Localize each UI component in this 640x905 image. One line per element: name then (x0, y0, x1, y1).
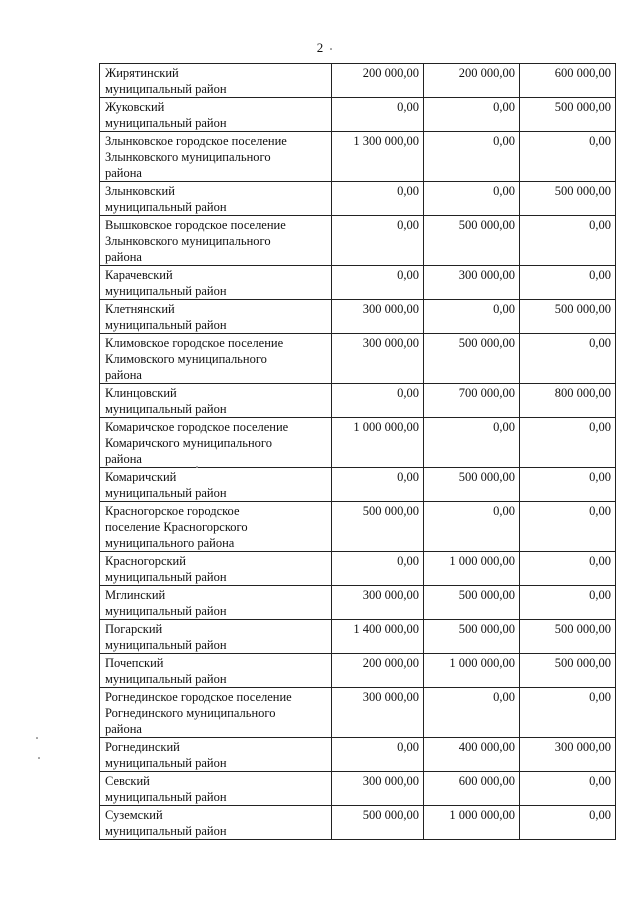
municipality-name-cell (100, 738, 332, 772)
municipality-name-line: Комаричское городское поселение (105, 420, 289, 434)
municipality-name-cell (100, 620, 332, 654)
amount-cell-3: 0,00 (520, 806, 616, 840)
table-row (100, 688, 616, 738)
municipality-name-cell (100, 468, 332, 502)
municipality-name-cell (100, 552, 332, 586)
amount-cell-2: 1 000 000,00 (424, 552, 520, 586)
amount-cell-2: 600 000,00 (424, 772, 520, 806)
municipality-name-line: Клинцовский (105, 386, 177, 400)
table-row (100, 64, 616, 98)
municipality-name-line: Рогнединский (105, 740, 180, 754)
table-row (100, 502, 616, 552)
amount-cell-1: 0,00 (332, 182, 424, 216)
table-row (100, 552, 616, 586)
table-row (100, 418, 616, 468)
amount-cell-1: 300 000,00 (332, 300, 424, 334)
amount-cell-3: 0,00 (520, 502, 616, 552)
municipality-name-line: Вышковское городское поселение (105, 218, 286, 232)
municipality-name-line: Погарский (105, 622, 163, 636)
municipality-name-cell (100, 688, 332, 738)
municipality-name-line: муниципальный район (105, 402, 227, 416)
municipality-name-line: района (105, 452, 142, 466)
amount-cell-2: 500 000,00 (424, 334, 520, 384)
municipality-name-line: Злынковского муниципального (105, 234, 271, 248)
amount-cell-1: 300 000,00 (332, 334, 424, 384)
amount-cell-1: 200 000,00 (332, 654, 424, 688)
amount-cell-3: 0,00 (520, 334, 616, 384)
amount-cell-2: 0,00 (424, 182, 520, 216)
amount-cell-1: 0,00 (332, 216, 424, 266)
amount-cell-3: 0,00 (520, 468, 616, 502)
municipality-name-line: муниципальный район (105, 672, 227, 686)
amount-cell-3: 300 000,00 (520, 738, 616, 772)
municipality-name-cell (100, 772, 332, 806)
municipality-name-cell (100, 182, 332, 216)
amount-cell-2: 300 000,00 (424, 266, 520, 300)
table-row (100, 216, 616, 266)
municipality-name-line: муниципальный район (105, 604, 227, 618)
page-number: 2 (316, 40, 324, 55)
table-row (100, 266, 616, 300)
municipality-name-line: Жуковский (105, 100, 165, 114)
table-row (100, 182, 616, 216)
municipality-name-cell (100, 502, 332, 552)
table-row (100, 738, 616, 772)
table-body (100, 64, 616, 840)
scan-speck (196, 466, 198, 468)
amount-cell-1: 300 000,00 (332, 688, 424, 738)
amount-cell-2: 0,00 (424, 418, 520, 468)
amount-cell-2: 500 000,00 (424, 216, 520, 266)
municipality-name-line: муниципальный район (105, 790, 227, 804)
amount-cell-3: 0,00 (520, 132, 616, 182)
table-row (100, 772, 616, 806)
municipality-name-line: Севский (105, 774, 150, 788)
amount-cell-3: 600 000,00 (520, 64, 616, 98)
municipality-name-line: муниципальный район (105, 756, 227, 770)
table-row (100, 98, 616, 132)
amount-cell-2: 1 000 000,00 (424, 806, 520, 840)
amount-cell-1: 0,00 (332, 266, 424, 300)
municipality-name-cell (100, 586, 332, 620)
amount-cell-3: 0,00 (520, 552, 616, 586)
amount-cell-2: 0,00 (424, 688, 520, 738)
municipality-name-line: муниципальный район (105, 82, 227, 96)
amount-cell-2: 500 000,00 (424, 586, 520, 620)
table-row (100, 468, 616, 502)
amount-cell-2: 0,00 (424, 132, 520, 182)
amount-cell-3: 0,00 (520, 688, 616, 738)
amount-cell-1: 1 400 000,00 (332, 620, 424, 654)
municipality-name-line: Климовского муниципального (105, 352, 267, 366)
municipality-name-cell (100, 334, 332, 384)
municipality-name-line: района (105, 250, 142, 264)
municipality-name-line: Мглинский (105, 588, 166, 602)
amount-cell-1: 1 300 000,00 (332, 132, 424, 182)
municipality-name-cell (100, 64, 332, 98)
municipality-name-cell (100, 384, 332, 418)
municipality-name-cell (100, 98, 332, 132)
table-row (100, 806, 616, 840)
amount-cell-2: 0,00 (424, 98, 520, 132)
municipality-name-line: муниципальный район (105, 570, 227, 584)
amount-cell-3: 0,00 (520, 586, 616, 620)
table-row (100, 654, 616, 688)
municipality-name-line: района (105, 722, 142, 736)
amount-cell-2: 500 000,00 (424, 620, 520, 654)
municipality-name-cell (100, 216, 332, 266)
amount-cell-2: 0,00 (424, 300, 520, 334)
municipality-name-line: Почепский (105, 656, 164, 670)
municipality-name-cell (100, 266, 332, 300)
amount-cell-1: 300 000,00 (332, 772, 424, 806)
table-row (100, 586, 616, 620)
amount-cell-3: 500 000,00 (520, 654, 616, 688)
municipality-name-cell (100, 132, 332, 182)
municipality-name-line: муниципальный район (105, 824, 227, 838)
amount-cell-1: 500 000,00 (332, 806, 424, 840)
municipality-name-cell (100, 654, 332, 688)
table-row (100, 384, 616, 418)
municipality-name-line: Комаричского муниципального (105, 436, 272, 450)
municipality-name-line: Рогнединского муниципального (105, 706, 276, 720)
municipality-name-line: муниципальный район (105, 638, 227, 652)
amount-cell-3: 500 000,00 (520, 620, 616, 654)
amount-cell-2: 500 000,00 (424, 468, 520, 502)
municipality-name-cell (100, 300, 332, 334)
amount-cell-1: 300 000,00 (332, 586, 424, 620)
municipality-name-line: района (105, 368, 142, 382)
amount-cell-2: 0,00 (424, 502, 520, 552)
table-row (100, 620, 616, 654)
amount-cell-3: 0,00 (520, 266, 616, 300)
amount-cell-3: 500 000,00 (520, 300, 616, 334)
amount-cell-1: 0,00 (332, 552, 424, 586)
table-row (100, 300, 616, 334)
amount-cell-1: 1 000 000,00 (332, 418, 424, 468)
amount-cell-2: 700 000,00 (424, 384, 520, 418)
amount-cell-3: 800 000,00 (520, 384, 616, 418)
municipality-name-line: Злынковский (105, 184, 175, 198)
scan-speck (38, 757, 40, 759)
municipality-name-line: Злынковское городское поселение (105, 134, 287, 148)
amount-cell-1: 0,00 (332, 468, 424, 502)
municipality-name-line: Суземский (105, 808, 163, 822)
table-row (100, 334, 616, 384)
amount-cell-1: 0,00 (332, 384, 424, 418)
municipality-name-line: муниципальный район (105, 486, 227, 500)
amount-cell-1: 500 000,00 (332, 502, 424, 552)
municipality-name-line: муниципальный район (105, 116, 227, 130)
amount-cell-1: 0,00 (332, 98, 424, 132)
municipality-name-cell (100, 806, 332, 840)
scan-speck (36, 737, 38, 739)
municipality-name-line: Красногорский (105, 554, 186, 568)
municipality-name-line: Комаричский (105, 470, 177, 484)
amount-cell-2: 200 000,00 (424, 64, 520, 98)
municipality-name-line: муниципальный район (105, 200, 227, 214)
municipality-name-line: района (105, 166, 142, 180)
scan-speck (330, 48, 332, 50)
municipality-name-cell (100, 418, 332, 468)
amount-cell-3: 0,00 (520, 418, 616, 468)
municipality-name-line: муниципального района (105, 536, 235, 550)
municipality-name-line: Климовское городское поселение (105, 336, 284, 350)
amount-cell-3: 500 000,00 (520, 98, 616, 132)
amount-cell-1: 0,00 (332, 738, 424, 772)
municipality-name-line: поселение Красногорского (105, 520, 248, 534)
amount-cell-1: 200 000,00 (332, 64, 424, 98)
municipality-name-line: Рогнединское городское поселение (105, 690, 292, 704)
amount-cell-3: 0,00 (520, 772, 616, 806)
amount-cell-2: 400 000,00 (424, 738, 520, 772)
municipality-name-line: Клетнянский (105, 302, 175, 316)
municipality-name-line: Красногорское городское (105, 504, 240, 518)
table-row (100, 132, 616, 182)
municipality-name-line: муниципальный район (105, 284, 227, 298)
amount-cell-2: 1 000 000,00 (424, 654, 520, 688)
allocation-table (99, 63, 616, 840)
municipality-name-line: Злынковского муниципального (105, 150, 271, 164)
municipality-name-line: Карачевский (105, 268, 173, 282)
amount-cell-3: 500 000,00 (520, 182, 616, 216)
amount-cell-3: 0,00 (520, 216, 616, 266)
municipality-name-line: Жирятинский (105, 66, 179, 80)
municipality-name-line: муниципальный район (105, 318, 227, 332)
